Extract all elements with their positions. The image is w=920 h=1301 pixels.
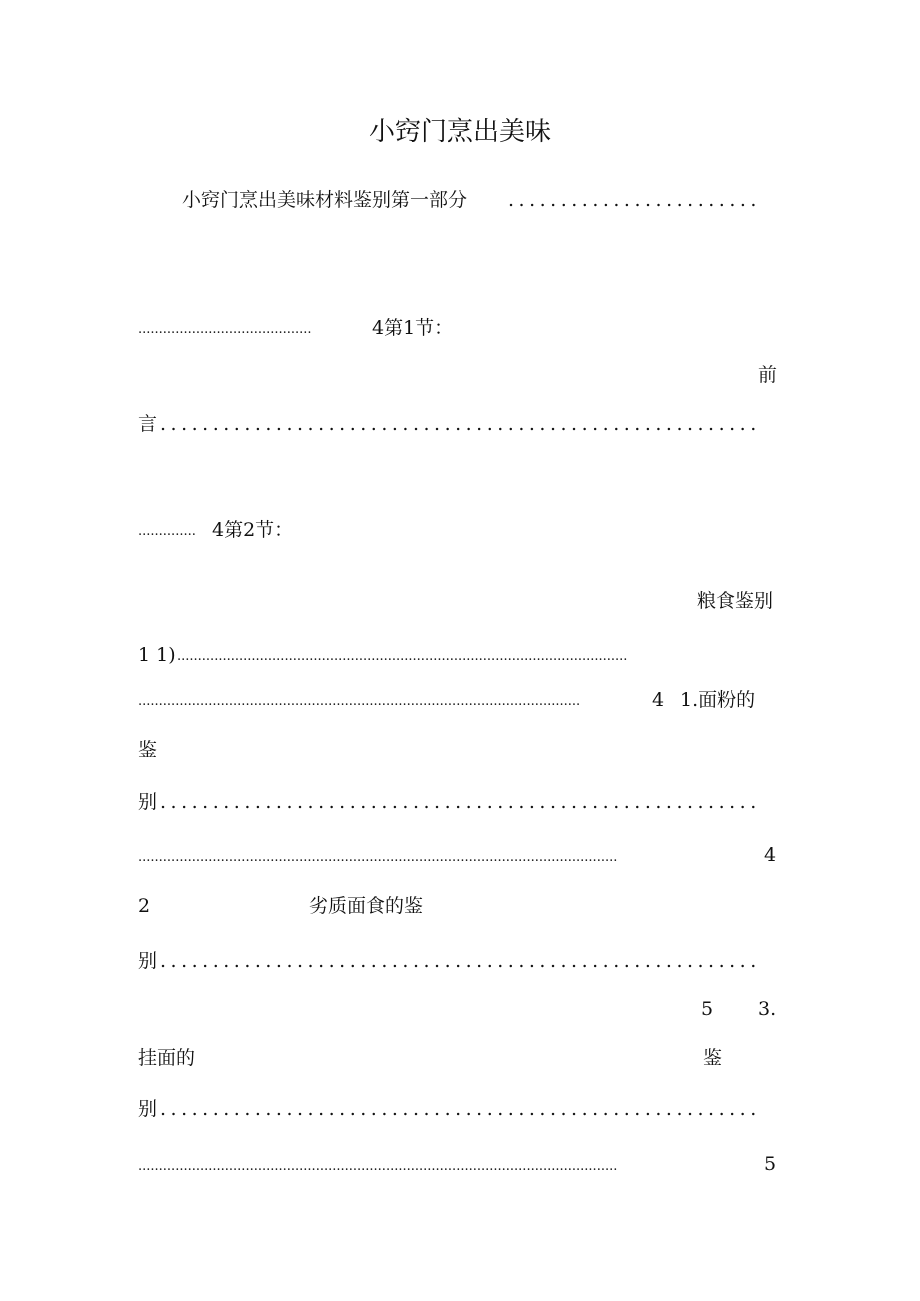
toc-item-1-page: 4 — [652, 689, 665, 711]
toc-dried-noodle-leader-cont: .................................................................................................................... — [138, 1159, 618, 1174]
toc-flour-leader: ......................................................... — [160, 791, 761, 813]
toc-preface-char2: 言 — [138, 413, 158, 435]
toc-section1-label: 4第1节： — [372, 317, 454, 339]
toc-item-1-number: 1 1) — [138, 644, 176, 666]
toc-grain-label: 粮食鉴别 — [697, 590, 774, 612]
toc-dried-noodle-label: 挂面的 — [138, 1047, 196, 1069]
toc-part1-leader: ........................ — [508, 189, 761, 211]
toc-part1-label: 小窍门烹出美味材料鉴别第一部分 — [182, 189, 468, 211]
toc-flour-label: 1.面粉的 — [680, 689, 756, 711]
toc-section2-label: 4第2节： — [212, 519, 294, 541]
toc-flour-char2: 别 — [138, 791, 158, 813]
toc-dried-noodle-leader: ......................................................... — [160, 1098, 761, 1120]
toc-dried-noodle-char2: 别 — [138, 1098, 158, 1120]
toc-inferior-noodle-leader: ......................................................... — [160, 950, 761, 972]
toc-item-2-number: 2 — [138, 895, 151, 917]
toc-inferior-noodle-page: 5 — [701, 998, 714, 1020]
toc-dried-noodle-char: 鉴 — [703, 1047, 723, 1069]
toc-item-3-number: 3. — [758, 998, 777, 1020]
toc-item-1-leader-cont: ........................................................................................................... — [138, 694, 581, 709]
toc-preface-leader: ......................................................... — [160, 413, 761, 435]
document-title: 小窍门烹出美味 — [368, 117, 551, 147]
toc-inferior-noodle-label: 劣质面食的鉴 — [309, 895, 424, 917]
toc-preface-leader-cont: .............. — [138, 524, 196, 539]
toc-part1-leader-cont: .......................................... — [138, 322, 312, 337]
toc-preface-char1: 前 — [758, 364, 778, 386]
toc-item-1-leader: ............................................................................................................. — [177, 649, 628, 664]
toc-inferior-noodle-char: 别 — [138, 950, 158, 972]
toc-flour-page: 4 — [764, 844, 777, 866]
toc-flour-char: 鉴 — [138, 739, 158, 761]
toc-flour-leader-cont: .................................................................................................................... — [138, 850, 618, 865]
toc-dried-noodle-page: 5 — [764, 1153, 777, 1175]
